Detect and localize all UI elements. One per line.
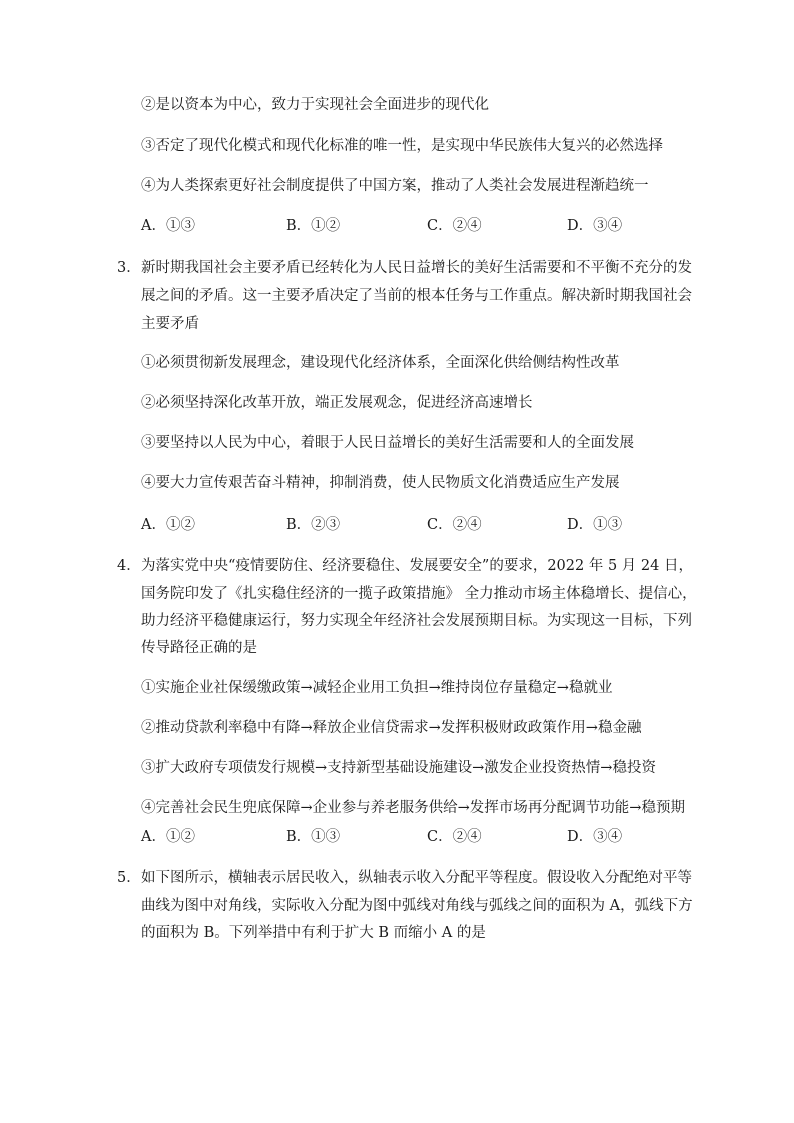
- q4-stem-line-1: 为落实党中央“疫情要防住、经济要稳住、发展要安全”的要求，2022 年 5 月 24 日，: [141, 558, 693, 574]
- q2-option-b: B．①②: [286, 218, 341, 234]
- q3-option-b: B．②③: [286, 517, 341, 533]
- q3-stem-line-1: 新时期我国社会主要矛盾已经转化为人民日益增长的美好生活需要和不平衡不充分的发: [141, 260, 692, 276]
- q4-option-d: D．③④: [567, 829, 623, 845]
- q4-number: 4．: [117, 558, 141, 574]
- q3-item-3: ③要坚持以人民为中心，着眼于人民日益增长的美好生活需要和人的全面发展: [141, 435, 634, 451]
- q4-option-c: C．②④: [427, 829, 482, 845]
- q4-item-3: ③扩大政府专项债发行规模→支持新型基础设施建设→激发企业投资热情→稳投资: [141, 760, 656, 776]
- q3-option-c: C．②④: [427, 517, 482, 533]
- q4-stem-line-3: 助力经济平稳健康运行，努力实现全年经济社会发展预期目标。为实现这一目标，下列: [141, 613, 692, 629]
- q5-stem-line-2: 曲线为图中对角线，实际收入分配为图中弧线对角线与弧线之间的面积为 A，弧线下方: [141, 898, 693, 914]
- q3-option-a: A．①②: [141, 517, 195, 533]
- q4-item-2: ②推动贷款利率稳中有降→释放企业信贷需求→发挥积极财政政策作用→稳金融: [141, 720, 642, 736]
- q2-item-4: ④为人类探索更好社会制度提供了中国方案，推动了人类社会发展进程渐趋统一: [141, 178, 649, 194]
- q2-option-c: C．②④: [427, 218, 482, 234]
- q3-option-d: D．①③: [567, 517, 623, 533]
- q3-item-2: ②必须坚持深化改革开放，端正发展观念，促进经济高速增长: [141, 395, 533, 411]
- q3-stem-line-3: 主要矛盾: [141, 316, 199, 332]
- q3-stem-line-2: 展之间的矛盾。这一主要矛盾决定了当前的根本任务与工作重点。解决新时期我国社会: [141, 288, 692, 304]
- q2-item-3: ③否定了现代化模式和现代化标准的唯一性，是实现中华民族伟大复兴的必然选择: [141, 138, 663, 154]
- q4-item-4: ④完善社会民生兜底保障→企业参与养老服务供给→发挥市场再分配调节功能→稳预期: [141, 800, 685, 816]
- q4-item-1: ①实施企业社保缓缴政策→减轻企业用工负担→维持岗位存量稳定→稳就业: [141, 680, 613, 696]
- q3-item-1: ①必须贯彻新发展理念，建设现代化经济体系，全面深化供给侧结构性改革: [141, 355, 620, 371]
- q2-item-2: ②是以资本为中心，致力于实现社会全面进步的现代化: [141, 97, 489, 113]
- q4-stem-line-2: 国务院印发了《扎实稳住经济的一揽子政策措施》 全力推动市场主体稳增长、提信心，: [141, 586, 697, 602]
- q5-stem-line-3: 的面积为 B。下列举措中有利于扩大 B 而缩小 A 的是: [141, 925, 486, 941]
- q2-option-a: A．①③: [141, 218, 195, 234]
- q4-option-b: B．①③: [286, 829, 341, 845]
- q5-stem-line-1: 如下图所示，横轴表示居民收入，纵轴表示收入分配平等程度。假设收入分配绝对平等: [141, 870, 692, 886]
- q4-stem-line-4: 传导路径正确的是: [141, 640, 257, 656]
- q2-option-d: D．③④: [567, 218, 623, 234]
- q3-item-4: ④要大力宣传艰苦奋斗精神，抑制消费，使人民物质文化消费适应生产发展: [141, 475, 620, 491]
- q4-option-a: A．①②: [141, 829, 195, 845]
- q5-number: 5．: [117, 870, 141, 886]
- q3-number: 3．: [117, 260, 141, 276]
